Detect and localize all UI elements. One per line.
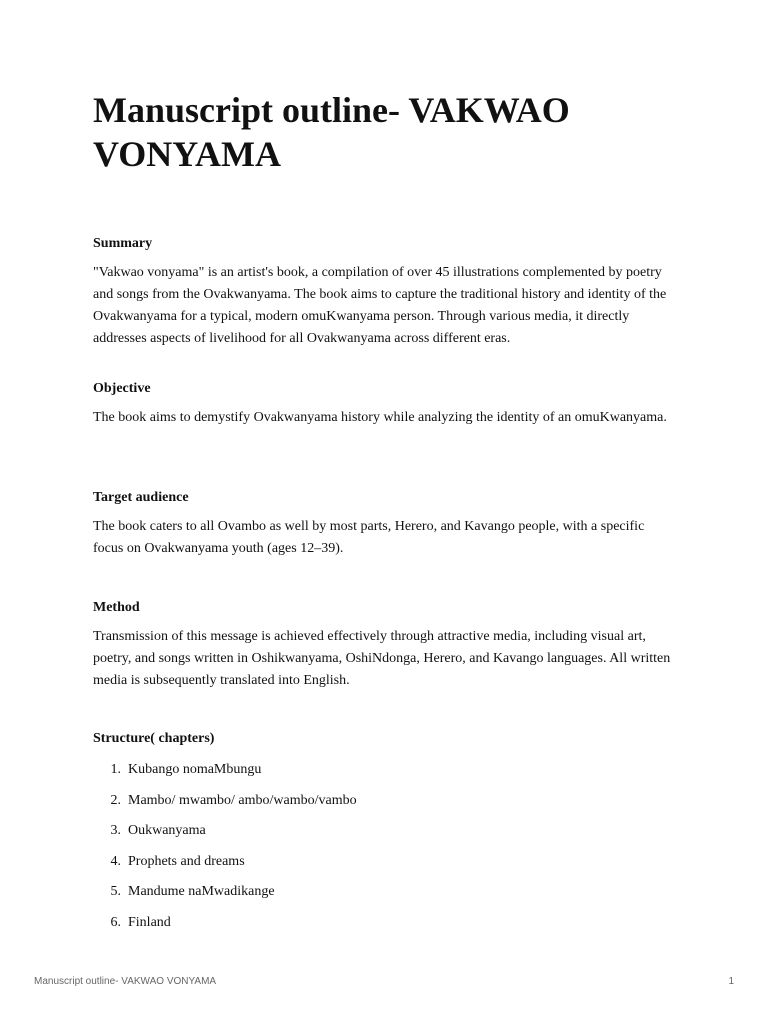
target-audience-text: The book caters to all Ovambo as well by most parts, Herero, and Kavango people, with a specific focus on Ovakwanyama youth (ages 12–39). <box>93 519 645 556</box>
chapter-item: 6. Finland <box>110 914 171 930</box>
summary-heading: Summary <box>93 236 153 251</box>
target-audience-heading: Target audience <box>93 490 189 505</box>
summary-text: "Vakwao vonyama" is an artist's book, a compilation of over 45 illustrations complemented by poetry and songs from the Ovakwanyama. The book aims to capture the traditional history and identity of the Ovakwanyama for a typical, modern omuKwanyama person. Through various media, it directly addresses aspects of livelihood for all Ovakwanyama across different eras. <box>93 265 667 346</box>
page-footer <box>34 976 734 987</box>
footer-title: Manuscript outline- VAKWAO VONYAMA <box>34 976 217 987</box>
document-title: Manuscript outline- VAKWAO VONYAMA <box>93 90 570 174</box>
page-number: 1 <box>728 976 734 987</box>
objective-heading: Objective <box>93 381 151 396</box>
objective-text: The book aims to demystify Ovakwanyama history while analyzing the identity of an omuKwanyama. <box>93 410 667 425</box>
chapter-item: 4. Prophets and dreams <box>110 853 245 869</box>
chapter-item: 1. Kubango nomaMbungu <box>110 762 262 777</box>
chapter-list <box>93 759 357 943</box>
chapter-item: 3. Oukwanyama <box>110 823 206 839</box>
method-text: Transmission of this message is achieved effectively through attractive media, including visual art, poetry, and songs written in Oshikwanyama, OshiNdonga, Herero, and Kavango languages. All written media is subsequently translated into English. <box>93 629 671 688</box>
method-heading: Method <box>93 600 140 615</box>
chapter-item: 2. Mambo/ mwambo/ ambo/wambo/vambo <box>110 792 357 808</box>
chapter-item: 5. Mandume naMwadikange <box>110 884 275 900</box>
structure-heading: Structure( chapters) <box>93 731 215 746</box>
